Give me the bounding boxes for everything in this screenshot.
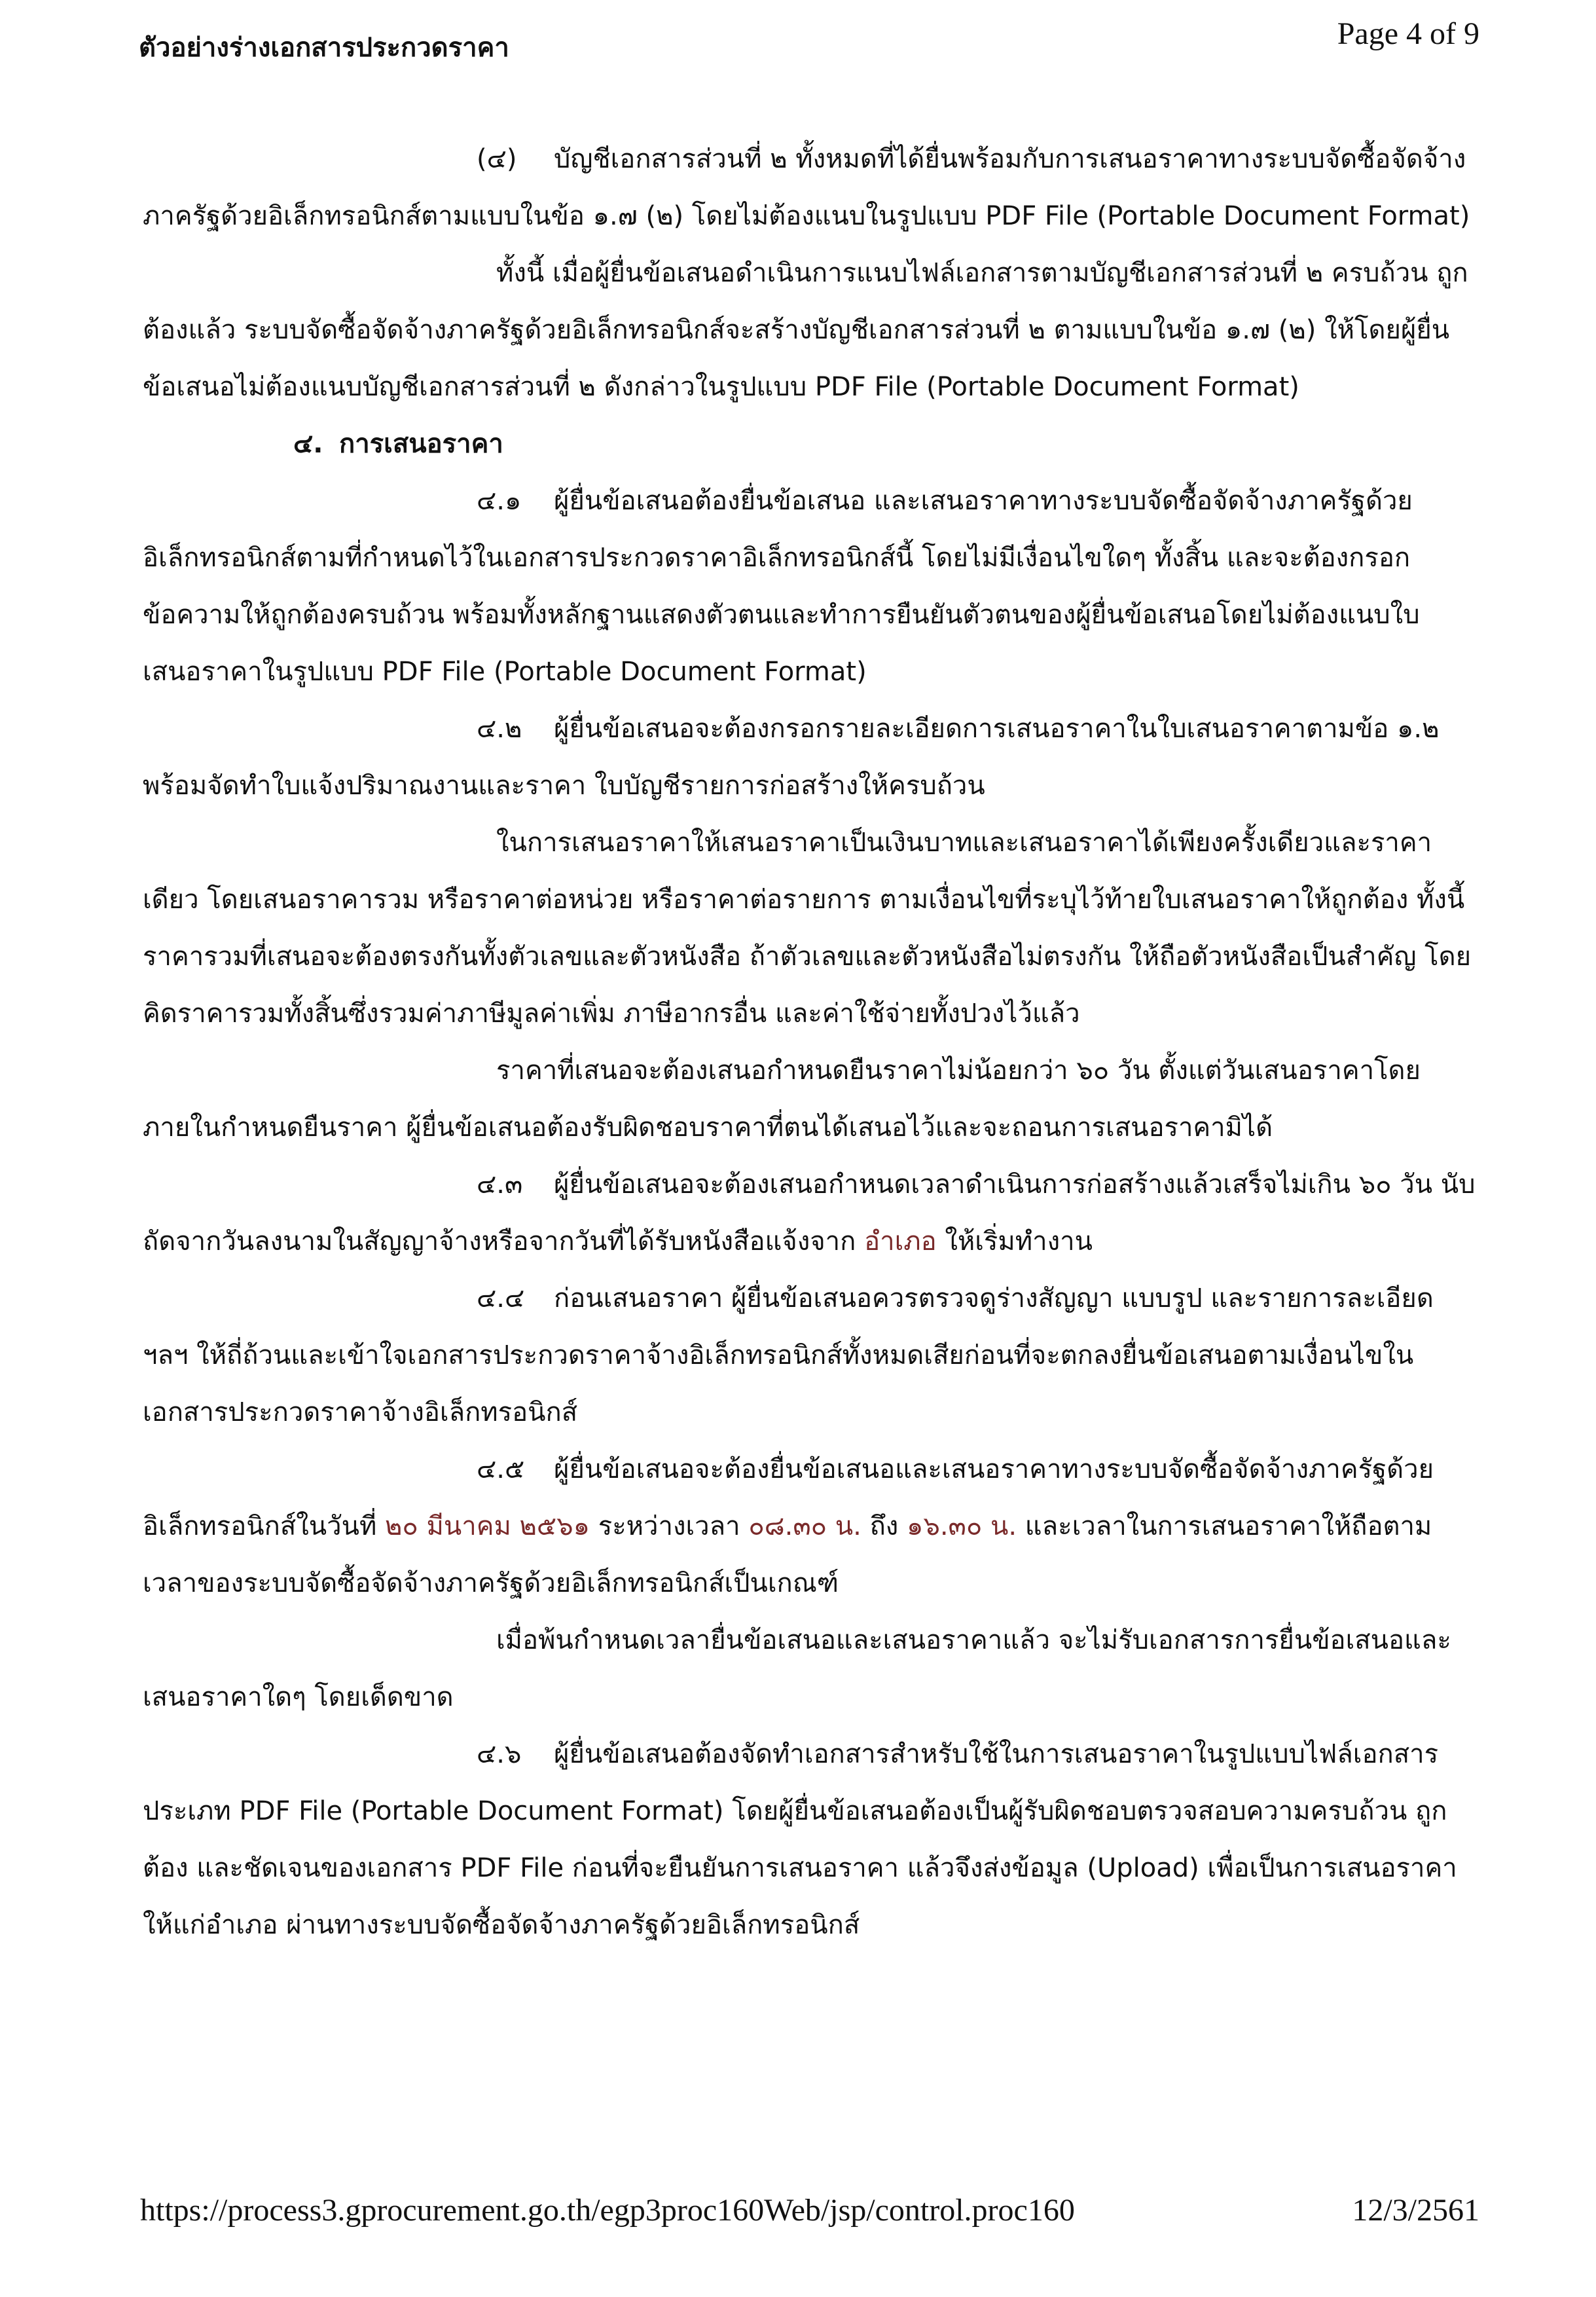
- start-time: ๐๘.๓๐ น.: [748, 1511, 861, 1541]
- clause-number: ๔.๕: [477, 1454, 525, 1484]
- clause-text: ก่อนเสนอราคา ผู้ยื่นข้อเสนอควรตรวจดูร่างสัญญา แบบรูป และรายการละเอียด ฯลฯ ให้ถี่ถ้วนและเข้าใจเอกสารประกวดราคาจ้างอิเล็กทรอนิกส์ทั้งหมดเสียก่อนที่จะตกลงยื่นข้อเสนอตามเงื่อนไขในเอกสารประกวดราคาจ้างอิเล็กทรอนิกส์: [143, 1283, 1434, 1427]
- submission-date: ๒๐ มีนาคม ๒๕๖๑: [385, 1511, 590, 1541]
- clause-number: ๔.๒: [477, 714, 522, 744]
- paragraph-price-currency: ในการเสนอราคาให้เสนอราคาเป็นเงินบาทและเสนอราคาได้เพียงครั้งเดียวและราคาเดียว โดยเสนอราคารวม หรือราคาต่อหน่วย หรือราคาต่อรายการ ตามเงื่อนไขที่ระบุไว้ท้ายใบเสนอราคาให้ถูกต้อง ทั้งนี้ ราคารวมที่เสนอจะต้องตรงกันทั้งตัวเลขและตัวหนังสือ ถ้าตัวเลขและตัวหนังสือไม่ตรงกัน ให้ถือตัวหนังสือเป็นสำคัญ โดยคิดราคารวมทั้งสิ้นซึ่งรวมค่าภาษีมูลค่าเพิ่ม ภาษีอากรอื่น และค่าใช้จ่ายทั้งปวงไว้แล้ว: [143, 828, 1472, 1029]
- clause-4-1: [143, 473, 1478, 701]
- clause-text: บัญชีเอกสารส่วนที่ ๒ ทั้งหมดที่ได้ยื่นพร้อมกับการเสนอราคาทางระบบจัดซื้อจัดจ้างภาครัฐด้วยอิเล็กทรอนิกส์ตามแบบในข้อ ๑.๗ (๒) โดยไม่ต้องแนบในรูปแบบ PDF File (Portable Document Format): [143, 144, 1470, 231]
- clause-text-end: ให้เริ่มทำงาน: [945, 1226, 1093, 1257]
- clause-number: ๔.๓: [477, 1169, 523, 1200]
- agency-name: อำเภอ: [864, 1226, 937, 1257]
- clause-number: ๔.๖: [477, 1739, 522, 1769]
- section-heading: [143, 416, 1478, 473]
- clause-4-5: [143, 1441, 1478, 1612]
- clause-number: ๔.๑: [477, 486, 522, 516]
- section-title: การเสนอราคา: [339, 429, 503, 459]
- clause-text: ผู้ยื่นข้อเสนอต้องยื่นข้อเสนอ และเสนอราคาทางระบบจัดซื้อจัดจ้างภาครัฐด้วยอิเล็กทรอนิกส์ตามที่กำหนดไว้ในเอกสารประกวดราคาอิเล็กทรอนิกส์นี้ โดยไม่มีเงื่อนไขใดๆ ทั้งสิ้น และจะต้องกรอกข้อความให้ถูกต้องครบถ้วน พร้อมทั้งหลักฐานแสดงตัวตนและทำการยืนยันตัวตนของผู้ยื่นข้อเสนอโดยไม่ต้องแนบใบเสนอราคาในรูปแบบ PDF File (Portable Document Format): [143, 486, 1420, 687]
- time-label: ระหว่างเวลา: [598, 1511, 740, 1541]
- clause-text-end: และเวลาในการเสนอราคาให้ถือตามเวลาของระบบจัดซื้อจัดจ้างภาครัฐด้วยอิเล็กทรอนิกส์เป็นเกณฑ์: [143, 1511, 1432, 1598]
- document-title: ตัวอย่างร่างเอกสารประกวดราคา: [139, 33, 509, 63]
- time-to-label: ถึง: [869, 1511, 899, 1541]
- clause-4-list-item: [143, 131, 1478, 245]
- paragraph-deadline: เมื่อพ้นกำหนดเวลายื่นข้อเสนอและเสนอราคาแล้ว จะไม่รับเอกสารการยื่นข้อเสนอและเสนอราคาใดๆ โดยเด็ดขาด: [143, 1625, 1451, 1712]
- clause-number: ๔.๔: [477, 1283, 525, 1314]
- document-body: [143, 131, 1478, 1954]
- section-number: ๔.: [293, 429, 323, 459]
- clause-4-2: [143, 701, 1478, 815]
- footer-date: 12/3/2561: [1352, 2193, 1479, 2228]
- clause-4-3: [143, 1156, 1478, 1270]
- clause-text: ผู้ยื่นข้อเสนอจะต้องกรอกรายละเอียดการเสนอราคาในใบเสนอราคาตามข้อ ๑.๒ พร้อมจัดทำใบแจ้งปริมาณงานและราคา ใบบัญชีรายการก่อสร้างให้ครบถ้วน: [143, 714, 1440, 801]
- clause-4-4: [143, 1270, 1478, 1441]
- clause-text: ผู้ยื่นข้อเสนอจะต้องยื่นข้อเสนอและเสนอราคาทางระบบจัดซื้อจัดจ้างภาครัฐด้วยอิเล็กทรอนิกส์ในวันที่: [143, 1454, 1434, 1541]
- paragraph-part2-note: ทั้งนี้ เมื่อผู้ยื่นข้อเสนอดำเนินการแนบไฟล์เอกสารตามบัญชีเอกสารส่วนที่ ๒ ครบถ้วน ถูกต้องแล้ว ระบบจัดซื้อจัดจ้างภาครัฐด้วยอิเล็กทรอนิกส์จะสร้างบัญชีเอกสารส่วนที่ ๒ ตามแบบในข้อ ๑.๗ (๒) ให้โดยผู้ยื่นข้อเสนอไม่ต้องแนบบัญชีเอกสารส่วนที่ ๒ ดังกล่าวในรูปแบบ PDF File (Portable Document Format): [143, 258, 1468, 402]
- paragraph-price-validity: ราคาที่เสนอจะต้องเสนอกำหนดยืนราคาไม่น้อยกว่า ๖๐ วัน ตั้งแต่วันเสนอราคาโดยภายในกำหนดยืนราคา ผู้ยื่นข้อเสนอต้องรับผิดชอบราคาที่ตนได้เสนอไว้และจะถอนการเสนอราคามิได้: [143, 1056, 1421, 1143]
- end-time: ๑๖.๓๐ น.: [907, 1511, 1017, 1541]
- footer-url: https://process3.gprocurement.go.th/egp3proc160Web/jsp/control.proc160: [140, 2193, 1075, 2228]
- clause-text: ผู้ยื่นข้อเสนอจะต้องเสนอกำหนดเวลาดำเนินการก่อสร้างแล้วเสร็จไม่เกิน ๖๐ วัน นับถัดจากวันลงนามในสัญญาจ้างหรือจากวันที่ได้รับหนังสือแจ้งจาก: [143, 1169, 1476, 1257]
- clause-text: ผู้ยื่นข้อเสนอต้องจัดทำเอกสารสำหรับใช้ในการเสนอราคาในรูปแบบไฟล์เอกสารประเภท PDF File (Portable Document Format) โดยผู้ยื่นข้อเสนอต้องเป็นผู้รับผิดชอบตรวจสอบความครบถ้วน ถูกต้อง และชัดเจนของเอกสาร PDF File ก่อนที่จะยืนยันการเสนอราคา แล้วจึงส่งข้อมูล (Upload) เพื่อเป็นการเสนอราคาให้แก่อำเภอ ผ่านทางระบบจัดซื้อจัดจ้างภาครัฐด้วยอิเล็กทรอนิกส์: [143, 1739, 1457, 1940]
- page-number: Page 4 of 9: [1337, 16, 1479, 51]
- clause-number: (๔): [477, 144, 517, 174]
- clause-4-6: [143, 1726, 1478, 1954]
